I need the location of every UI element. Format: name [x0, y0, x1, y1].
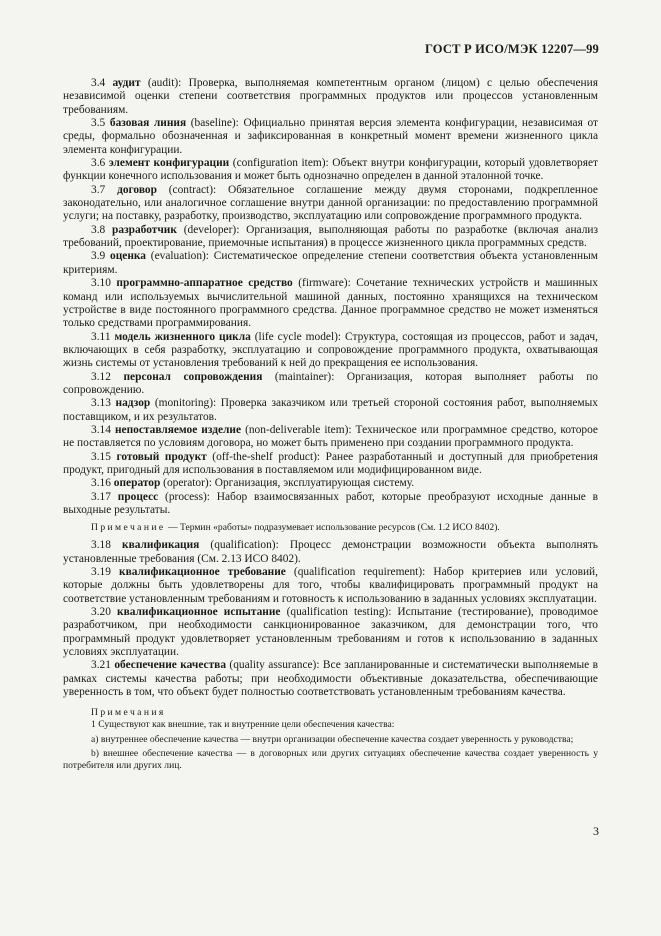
definition-3-12 — [63, 371, 598, 398]
definition-number: 3.5 — [91, 117, 106, 130]
definition-3-14 — [63, 424, 598, 451]
definition-term: квалификационное требование — [119, 566, 286, 579]
definition-3-9 — [63, 250, 598, 277]
definition-3-10 — [63, 277, 598, 330]
definition-term: оценка — [110, 250, 146, 263]
definition-text: (monitoring): Проверка заказчиком или третьей стороной состояния работ, выполняемых поставщиком, и их результатов. — [63, 397, 598, 423]
definition-text: (qualification): Процесс демонстрации возможности объекта выполнять установленные требования (См. 2.13 ИСО 8402). — [63, 539, 598, 565]
definition-3-11 — [63, 331, 598, 371]
definition-number: 3.8 — [91, 223, 106, 236]
note-3-17 — [63, 522, 598, 534]
definition-term: разработчик — [112, 223, 177, 236]
definition-number: 3.14 — [91, 423, 111, 436]
definition-3-15 — [63, 451, 598, 478]
definition-3-5 — [63, 117, 598, 157]
definition-term: квалификация — [122, 539, 200, 552]
definition-text: (evaluation): Систематическое определение степени соответствия объекта установленным критериям. — [63, 250, 598, 276]
definition-3-17 — [63, 491, 598, 518]
definition-number: 3.16 — [91, 477, 111, 490]
note-text: — Термин «работы» подразумевает использование ресурсов (См. 1.2 ИСО 8402). — [165, 522, 500, 534]
definition-text: (non-deliverable item): Техническое или программное средство, которое не поставляется по условиям договора, но может быть применено при создании программного продукта. — [63, 423, 598, 450]
definition-term: договор — [117, 183, 157, 196]
definition-text: (developer): Организация, выполняющая работы по разработке (включая анализ требований, проектирование, приемочные испытания) в процессе жизненного цикла программных средств. — [63, 223, 598, 250]
definition-text: (qualification requirement): Набор критериев или условий, которые должны быть удовлетворены для того, чтобы квалифицировать программный продукт на соответствие установленным требованиям и готовность к использованию в заданных условиях эксплуатации. — [63, 566, 598, 605]
definition-3-7 — [63, 184, 598, 224]
page-number: 3 — [593, 824, 599, 838]
definition-3-16 — [63, 477, 598, 490]
definition-term: обеспечение качества — [114, 659, 227, 672]
definition-text: (life cycle model): Структура, состоящая из процессов, работ и задач, включающих в себя разработку, эксплуатацию и сопровождение программного продукта, охватывающая жизнь системы от установления требований к ней до прекращения ее использования. — [63, 330, 598, 370]
definition-term: модель жизненного цикла — [114, 330, 251, 343]
definition-text: (baseline): Официально принятая версия элемента конфигурации, независимая от среды, формально обозначенная и зафиксированная в конкретный момент времени жизненного цикла элемента конфигурации. — [63, 117, 598, 156]
definition-term: базовая линия — [109, 117, 187, 130]
definition-term: процесс — [117, 490, 159, 503]
notes-label: Примечания — [91, 707, 166, 719]
definition-number: 3.6 — [91, 157, 106, 170]
definition-3-20 — [63, 606, 598, 659]
page-content — [63, 77, 598, 772]
definition-term: элемент конфигурации — [108, 157, 230, 170]
definition-3-8 — [63, 224, 598, 251]
definition-text: (off-the-shelf product): Ранее разработанный и доступный для приобретения продукт, пригодный для использования в поставляемом или модифицированном виде. — [63, 450, 598, 476]
definition-number: 3.12 — [91, 370, 111, 383]
note-item-b: b) внешнее обеспечение качества — в договорных или других ситуациях обеспечение качества создает уверенность у потребителя или других лиц. — [63, 748, 598, 772]
definition-term: программно-аппаратное средство — [116, 277, 293, 290]
definition-3-21 — [63, 659, 598, 699]
definition-term: непоставляемое изделие — [114, 423, 242, 436]
definition-text: (contract): Обязательное соглашение между двумя сторонами, подкрепленное законодательно, или аналогичное соглашение внутри данной организации: по предоставлению программной услуги; на поставку, разработку, производство, эксплуатацию или сопровождение программного продукта. — [63, 183, 598, 223]
definition-number: 3.15 — [91, 450, 111, 463]
definition-term: персонал сопровождения — [123, 370, 263, 383]
definition-number: 3.17 — [91, 490, 111, 503]
definition-3-18 — [63, 539, 598, 566]
definition-number: 3.19 — [91, 566, 111, 579]
definition-text: (process): Набор взаимосвязанных работ, которые преобразуют исходные данные в выходные результаты. — [63, 490, 598, 516]
definition-text: (firmware): Сочетание технических устройств и машинных команд или используемых вычислительной машиной данных, постоянно хранящихся на техническом устройстве в виде постоянного программного средства. Данное программное средство не может изменяться только средствами программирования. — [63, 277, 598, 330]
definition-term: готовый продукт — [116, 450, 207, 463]
note-item-a: a) внутреннее обеспечение качества — внутри организации обеспечение качества создает уверенность у руководства; — [91, 734, 574, 746]
definition-3-19 — [63, 566, 598, 606]
definition-number: 3.20 — [91, 606, 111, 619]
definition-text: (maintainer): Организация, которая выполняет работы по сопровождению. — [63, 370, 598, 396]
definition-text: (audit): Проверка, выполняемая компетентным органом (лицом) с целью обеспечения независимой оценки степени соответствия программных продуктов или процессов установленным требованиям. — [63, 77, 598, 116]
definition-number: 3.9 — [91, 250, 106, 263]
definition-text: (quality assurance): Все запланированные и систематически выполняемые в рамках системы качества работы; при необходимости объективные доказательства, обеспечивающие уверенность в том, что объект будет полностью соответствовать установленным требованиям качества. — [63, 659, 598, 699]
definitions-list-continued — [63, 539, 598, 699]
notes-3-21 — [63, 707, 598, 772]
definition-term: оператор — [113, 477, 161, 490]
definition-number: 3.18 — [91, 539, 111, 552]
definition-number: 3.7 — [91, 183, 106, 196]
definition-term: аудит — [112, 77, 141, 89]
definition-number: 3.21 — [91, 659, 111, 672]
note-item-1: 1 Существуют как внешние, так и внутренние цели обеспечения качества: — [91, 719, 395, 731]
note-label: Примечание — [91, 522, 166, 534]
definition-number: 3.4 — [91, 77, 106, 89]
definition-3-4 — [63, 77, 598, 117]
definitions-list — [63, 77, 598, 517]
definition-3-13 — [63, 397, 598, 424]
definition-3-6 — [63, 157, 598, 184]
definition-text: (qualification testing): Испытание (тестирование), проводимое разработчиком, при необходимости санкционированное заказчиком, для демонстрации того, что программный продукт удовлетворяет установленным требованиям и готов к использованию в заданных условиях эксплуатации. — [63, 606, 598, 659]
definition-term: надзор — [115, 397, 151, 410]
standard-header: ГОСТ Р ИСО/МЭК 12207—99 — [424, 42, 599, 56]
definition-number: 3.10 — [91, 277, 111, 290]
definition-text: (operator): Организация, эксплуатирующая систему. — [160, 477, 415, 490]
definition-number: 3.13 — [91, 397, 111, 410]
definition-term: квалификационное испытание — [117, 606, 281, 619]
definition-text: (configuration item): Объект внутри конфигурации, который удовлетворяет функции конечного использования и может быть однозначно определен в данной эталонной точке. — [63, 157, 598, 183]
definition-number: 3.11 — [91, 330, 111, 343]
